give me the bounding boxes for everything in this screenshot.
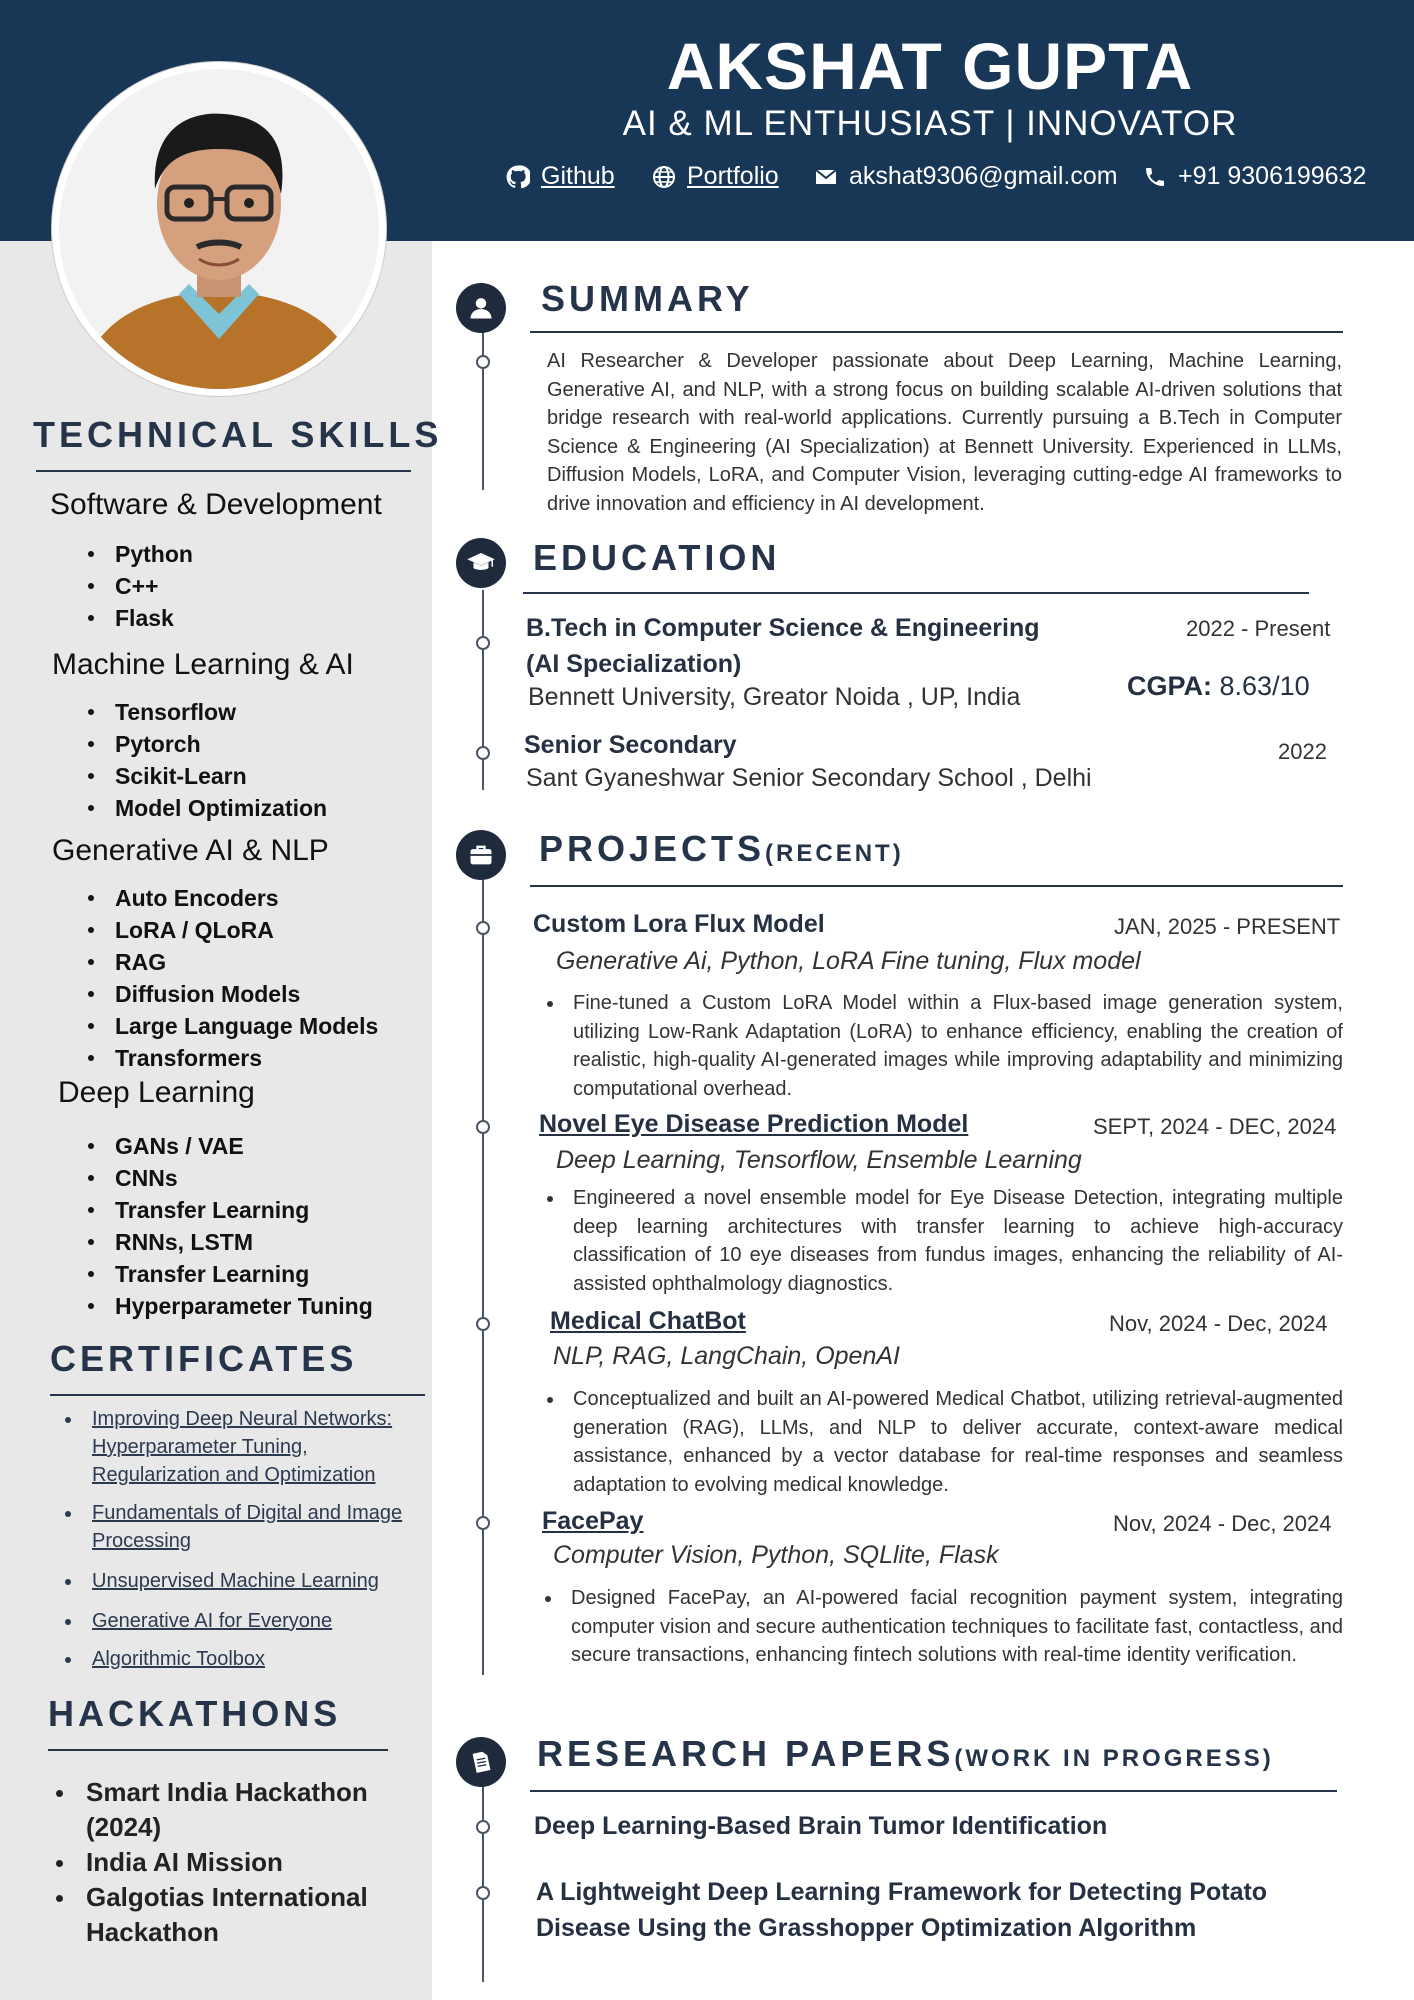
timeline-dot: [476, 1516, 490, 1530]
timeline-line: [482, 590, 484, 790]
skill-item: GANs / VAE: [86, 1130, 373, 1162]
certificate-list: [54, 1405, 424, 1673]
certificate-link[interactable]: Improving Deep Neural Networks: Hyperparameter Tuning, Regularization and Optimization: [92, 1408, 393, 1486]
research-divider: [530, 1790, 1337, 1792]
summary-heading: SUMMARY: [541, 278, 754, 319]
skill-item: RNNs, LSTM: [86, 1226, 373, 1258]
skill-list: [86, 882, 378, 1074]
phone-icon: [1142, 164, 1168, 190]
graduation-cap-icon: [456, 538, 506, 588]
avatar-illustration: [59, 69, 379, 389]
phone-contact[interactable]: [1142, 162, 1366, 191]
user-icon: [456, 283, 506, 333]
briefcase-icon: [456, 830, 506, 880]
project-title-link[interactable]: FacePay: [542, 1507, 644, 1535]
degree-title: B.Tech in Computer Science & Engineering: [526, 614, 1040, 642]
timeline-line: [482, 306, 484, 490]
timeline-dot: [476, 1820, 490, 1834]
skill-item: LoRA / QLoRA: [86, 914, 378, 946]
certificate-item[interactable]: [54, 1645, 424, 1673]
timeline-dot: [476, 1120, 490, 1134]
project-tech: Generative Ai, Python, LoRA Fine tuning, Flux model: [556, 947, 1141, 975]
skill-item: CNNs: [86, 1162, 373, 1194]
research-paper-title: Deep Learning-Based Brain Tumor Identification: [534, 1812, 1108, 1840]
portfolio-link[interactable]: [651, 162, 779, 191]
timeline-line: [482, 880, 484, 1675]
skill-list: [86, 538, 193, 634]
education-heading: EDUCATION: [533, 537, 781, 578]
projects-divider: [530, 885, 1343, 887]
cgpa: [1127, 671, 1310, 702]
research-paper-title: A Lightweight Deep Learning Framework for Detecting Potato Disease Using the Grasshopper Optimization Algorithm: [536, 1878, 1268, 1942]
tagline: AI & ML ENTHUSIAST | INNOVATOR: [622, 104, 1238, 143]
email-label: akshat9306@gmail.com: [849, 162, 1118, 190]
project-tech: Computer Vision, Python, SQLlite, Flask: [553, 1541, 999, 1569]
education-date: 2022: [1278, 739, 1327, 764]
skill-item: Scikit-Learn: [86, 760, 327, 792]
skill-item: Python: [86, 538, 193, 570]
summary-text: AI Researcher & Developer passionate about Deep Learning, Machine Learning, Generative AI, and NLP, with a strong focus on building scalable AI-driven solutions that bridge research with real-world applications. Currently pursuing a B.Tech in Computer Science & Engineering (AI Specialization) at Bennett University. Experienced in LLMs, Diffusion Models, LoRA, and Computer Vision, leveraging cutting-edge AI frameworks to drive innovation and efficiency in AI development.: [547, 350, 1342, 515]
avatar: [52, 62, 386, 396]
project-tech: Deep Learning, Tensorflow, Ensemble Learning: [556, 1146, 1082, 1174]
degree-title: Senior Secondary: [524, 731, 737, 759]
projects-heading-label: PROJECTS: [539, 828, 766, 869]
projects-heading: [539, 828, 904, 870]
timeline-dot: [476, 355, 490, 369]
skill-item: C++: [86, 570, 193, 602]
skill-item: Large Language Models: [86, 1010, 378, 1042]
skill-item: Diffusion Models: [86, 978, 378, 1010]
timeline-dot: [476, 746, 490, 760]
contact-bar: [505, 162, 1395, 198]
timeline-line: [482, 1786, 484, 1982]
education-divider: [523, 592, 1309, 594]
skill-item: Transformers: [86, 1042, 378, 1074]
github-icon: [505, 164, 531, 190]
project-date: SEPT, 2024 - DEC, 2024: [1093, 1114, 1337, 1139]
skill-item: Flask: [86, 602, 193, 634]
skill-item: Model Optimization: [86, 792, 327, 824]
certificate-link[interactable]: Fundamentals of Digital and Image Processing: [92, 1502, 403, 1552]
skill-group-title: Generative AI & NLP: [52, 834, 329, 867]
hackathon-item: India AI Mission: [50, 1845, 380, 1880]
certificate-item[interactable]: [54, 1405, 424, 1489]
mail-icon: [813, 164, 839, 190]
skill-group-title: Software & Development: [50, 488, 382, 521]
project-description: Fine-tuned a Custom LoRA Model within a Flux-based image generation system, utilizing Low-Rank Adaptation (LoRA) to enhance efficiency, enabling the creation of realistic, high-quality AI-generated images while improving adaptability and minimizing computational overhead.: [573, 989, 1343, 1103]
skill-list: [86, 1130, 373, 1322]
phone-label: +91 9306199632: [1178, 162, 1367, 190]
project-date: Nov, 2024 - Dec, 2024: [1109, 1311, 1328, 1336]
certificate-item[interactable]: [54, 1567, 424, 1595]
technical-skills-heading: TECHNICAL SKILLS: [33, 414, 443, 455]
project-description: Designed FacePay, an AI-powered facial recognition payment system, integrating computer vision and secure authentication techniques to facilitate fast, contactless, and secure transactions, enhancing fintech solutions with real-time identity verification.: [571, 1584, 1343, 1670]
research-heading-label: RESEARCH PAPERS: [537, 1733, 955, 1774]
hackathons-heading: HACKATHONS: [48, 1693, 342, 1734]
university-name: Bennett University, Greator Noida , UP, India: [528, 683, 1021, 711]
certificate-item[interactable]: [54, 1499, 424, 1555]
project-date: Nov, 2024 - Dec, 2024: [1113, 1511, 1332, 1536]
certificates-heading: CERTIFICATES: [50, 1338, 358, 1379]
project-tech: NLP, RAG, LangChain, OpenAI: [553, 1342, 900, 1370]
portfolio-label: Portfolio: [687, 162, 779, 190]
research-heading: [537, 1733, 1274, 1775]
degree-specialization: (AI Specialization): [526, 650, 742, 678]
projects-heading-suffix: (RECENT): [765, 840, 904, 867]
timeline-dot: [476, 1886, 490, 1900]
hackathons-divider: [48, 1749, 388, 1751]
candidate-name: AKSHAT GUPTA: [666, 29, 1194, 103]
project-description: Engineered a novel ensemble model for Eye Disease Detection, integrating multiple deep learning architectures with transfer learning to achieve high-accuracy classification of 10 eye diseases from fundus images, enhancing the reliability of AI-assisted ophthalmology diagnostics.: [573, 1184, 1343, 1298]
project-title-link[interactable]: Novel Eye Disease Prediction Model: [539, 1110, 969, 1138]
certificate-link[interactable]: Unsupervised Machine Learning: [92, 1570, 379, 1592]
timeline-dot: [476, 921, 490, 935]
project-date: JAN, 2025 - PRESENT: [1114, 914, 1341, 939]
skill-item: RAG: [86, 946, 378, 978]
certificate-link[interactable]: Algorithmic Toolbox: [92, 1648, 266, 1670]
skill-item: Pytorch: [86, 728, 327, 760]
research-heading-suffix: (WORK IN PROGRESS): [954, 1745, 1274, 1772]
email-contact[interactable]: [813, 162, 1118, 191]
skill-item: Hyperparameter Tuning: [86, 1290, 373, 1322]
cgpa-value: 8.63/10: [1219, 671, 1310, 701]
timeline-dot: [476, 636, 490, 650]
timeline-dot: [476, 1317, 490, 1331]
skill-item: Tensorflow: [86, 696, 327, 728]
hackathon-item: Smart India Hackathon (2024): [50, 1775, 380, 1845]
project-description: Conceptualized and built an AI-powered Medical Chatbot, utilizing retrieval-augmented generation (RAG), LLMs, and NLP to deliver accurate, context-aware medical assistance, enhanced by a vector database for real-time responses and seamless adaptation to evolving medical knowledge.: [573, 1385, 1343, 1499]
cgpa-label: CGPA:: [1127, 671, 1212, 701]
education-date: 2022 - Present: [1186, 616, 1331, 641]
school-name: Sant Gyaneshwar Senior Secondary School , Delhi: [526, 764, 1092, 792]
github-label: Github: [541, 162, 615, 190]
skill-item: Auto Encoders: [86, 882, 378, 914]
skill-group-title: Machine Learning & AI: [52, 648, 354, 681]
certificates-divider: [50, 1394, 425, 1396]
summary-divider: [530, 331, 1343, 333]
certificate-item[interactable]: [54, 1607, 424, 1635]
skill-item: Transfer Learning: [86, 1194, 373, 1226]
globe-icon: [651, 164, 677, 190]
hackathon-item: Galgotias International Hackathon: [50, 1880, 380, 1950]
skill-item: Transfer Learning: [86, 1258, 373, 1290]
document-icon: [456, 1737, 506, 1787]
skill-group-title: Deep Learning: [58, 1076, 255, 1109]
hackathon-list: [50, 1775, 380, 1950]
certificate-link[interactable]: Generative AI for Everyone: [92, 1610, 333, 1632]
project-title: Custom Lora Flux Model: [533, 910, 825, 938]
project-title-link[interactable]: Medical ChatBot: [550, 1307, 746, 1335]
github-link[interactable]: [505, 162, 615, 191]
skill-list: [86, 696, 327, 824]
skills-divider: [36, 470, 411, 472]
